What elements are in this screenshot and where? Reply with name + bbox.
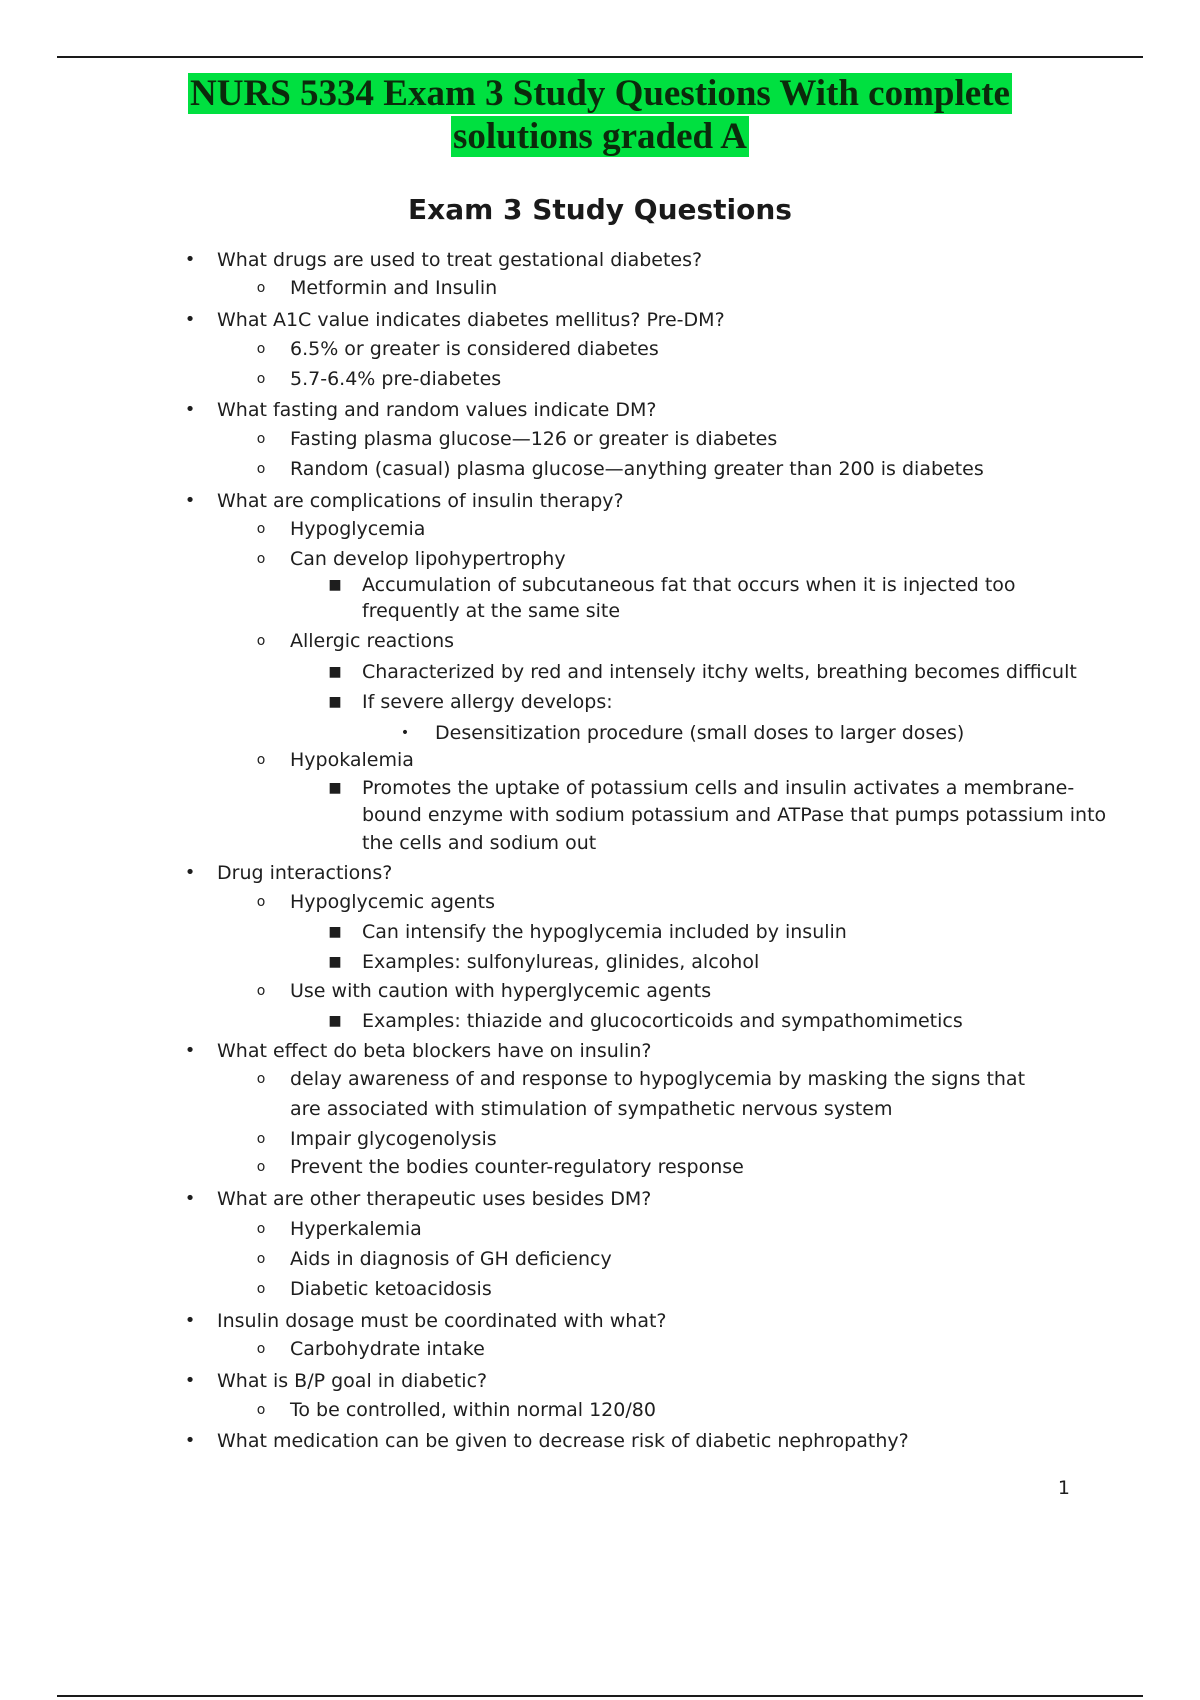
bullet-marker: ■ — [328, 924, 342, 940]
answer-item: Fasting plasma glucose—126 or greater is diabetes — [290, 428, 778, 450]
answer-item: 5.7-6.4% pre-diabetes — [290, 368, 502, 390]
detail-item: Accumulation of subcutaneous fat that occurs when it is injected too — [362, 574, 1016, 596]
answer-item: Hyperkalemia — [290, 1218, 422, 1240]
bullet-marker: • — [400, 725, 410, 741]
answer-item: Use with caution with hyperglycemic agents — [290, 980, 712, 1002]
question-item: What effect do beta blockers have on insulin? — [217, 1040, 652, 1062]
answer-item: Hypokalemia — [290, 749, 414, 771]
bullet-marker: • — [184, 1040, 196, 1061]
question-item: What A1C value indicates diabetes mellitus? Pre-DM? — [217, 309, 725, 331]
bullet-marker: • — [184, 399, 196, 420]
answer-item: Impair glycogenolysis — [290, 1128, 497, 1150]
bullet-marker: ■ — [328, 954, 342, 970]
sub-detail-item: Desensitization procedure (small doses to larger doses) — [435, 722, 965, 744]
answer-item-continued: are associated with stimulation of sympathetic nervous system — [290, 1098, 893, 1120]
detail-item: Characterized by red and intensely itchy welts, breathing becomes difficult — [362, 661, 1077, 683]
bullet-marker: o — [256, 633, 266, 649]
bullet-marker: • — [184, 1188, 196, 1209]
bullet-marker: • — [184, 490, 196, 511]
detail-item-continued: bound enzyme with sodium potassium and ATPase that pumps potassium into — [362, 804, 1107, 826]
bottom-rule — [57, 1695, 1143, 1697]
answer-item: delay awareness of and response to hypoglycemia by masking the signs that — [290, 1068, 1026, 1090]
question-item: Insulin dosage must be coordinated with what? — [217, 1310, 667, 1332]
bullet-marker: o — [256, 1221, 266, 1237]
bullet-marker: • — [184, 309, 196, 330]
answer-item: Prevent the bodies counter-regulatory response — [290, 1156, 744, 1178]
bullet-marker: o — [256, 280, 266, 296]
bullet-marker: • — [184, 1430, 196, 1451]
answer-item: Carbohydrate intake — [290, 1338, 485, 1360]
bullet-marker: • — [184, 249, 196, 270]
document-title-line-1: NURS 5334 Exam 3 Study Questions With complete — [190, 73, 1010, 114]
question-item: What medication can be given to decrease risk of diabetic nephropathy? — [217, 1430, 909, 1452]
detail-item: Promotes the uptake of potassium cells and insulin activates a membrane- — [362, 777, 1075, 799]
document-title-line-2: solutions graded A — [452, 116, 747, 157]
question-item: What is B/P goal in diabetic? — [217, 1370, 488, 1392]
bullet-marker: o — [256, 431, 266, 447]
bullet-marker: o — [256, 1251, 266, 1267]
bullet-marker: o — [256, 1281, 266, 1297]
bullet-marker: o — [256, 1159, 266, 1175]
detail-item: Examples: sulfonylureas, glinides, alcohol — [362, 951, 760, 973]
detail-item: Examples: thiazide and glucocorticoids and sympathomimetics — [362, 1010, 963, 1032]
bullet-marker: o — [256, 1341, 266, 1357]
answer-item: Random (casual) plasma glucose—anything greater than 200 is diabetes — [290, 458, 984, 480]
bullet-marker: ■ — [328, 780, 342, 796]
detail-item-continued: the cells and sodium out — [362, 832, 597, 854]
top-rule — [57, 56, 1143, 58]
section-heading: Exam 3 Study Questions — [408, 193, 792, 226]
bullet-marker: ■ — [328, 1013, 342, 1029]
answer-item: Hypoglycemia — [290, 518, 426, 540]
bullet-marker: • — [184, 1310, 196, 1331]
bullet-marker: o — [256, 521, 266, 537]
bullet-marker: ■ — [328, 694, 342, 710]
bullet-marker: o — [256, 461, 266, 477]
question-item: What drugs are used to treat gestational diabetes? — [217, 249, 703, 271]
bullet-marker: • — [184, 862, 196, 883]
bullet-marker: o — [256, 341, 266, 357]
bullet-marker: o — [256, 894, 266, 910]
bullet-marker: o — [256, 983, 266, 999]
answer-item: Can develop lipohypertrophy — [290, 548, 566, 570]
answer-item: Hypoglycemic agents — [290, 891, 495, 913]
bullet-marker: o — [256, 371, 266, 387]
question-item: Drug interactions? — [217, 862, 393, 884]
bullet-marker: o — [256, 752, 266, 768]
answer-item: Diabetic ketoacidosis — [290, 1278, 492, 1300]
bullet-marker: • — [184, 1370, 196, 1391]
bullet-marker: o — [256, 1131, 266, 1147]
document-title — [0, 72, 1200, 158]
page-number: 1 — [1057, 1477, 1070, 1499]
detail-item: If severe allergy develops: — [362, 691, 613, 713]
bullet-marker: ■ — [328, 577, 342, 593]
bullet-marker: ■ — [328, 664, 342, 680]
answer-item: Allergic reactions — [290, 630, 455, 652]
answer-item: Metformin and Insulin — [290, 277, 498, 299]
answer-item: 6.5% or greater is considered diabetes — [290, 338, 659, 360]
bullet-marker: o — [256, 551, 266, 567]
answer-item: Aids in diagnosis of GH deficiency — [290, 1248, 612, 1270]
answer-item: To be controlled, within normal 120/80 — [290, 1399, 656, 1421]
question-item: What are complications of insulin therapy? — [217, 490, 624, 512]
question-item: What are other therapeutic uses besides DM? — [217, 1188, 652, 1210]
detail-item-continued: frequently at the same site — [362, 600, 621, 622]
bullet-marker: o — [256, 1071, 266, 1087]
bullet-marker: o — [256, 1402, 266, 1418]
question-item: What fasting and random values indicate DM? — [217, 399, 657, 421]
detail-item: Can intensify the hypoglycemia included by insulin — [362, 921, 847, 943]
